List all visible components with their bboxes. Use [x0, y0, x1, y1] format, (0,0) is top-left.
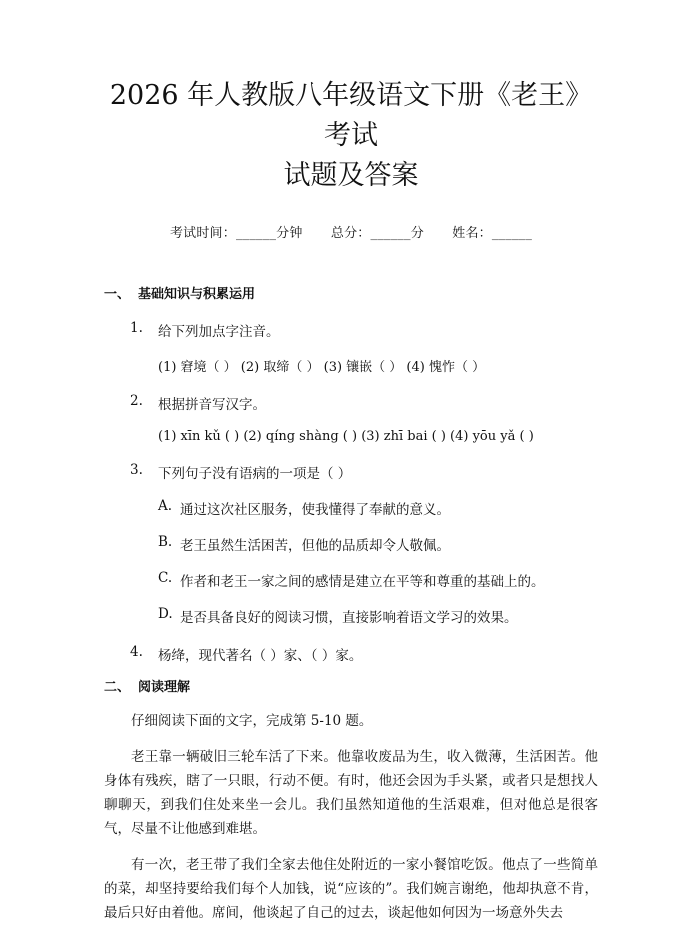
choice-c	[158, 570, 598, 590]
question-1	[130, 320, 598, 340]
document-title	[104, 76, 598, 196]
choice-text: 通过这次社区服务，使我懂得了奉献的意义。	[180, 502, 450, 518]
choice-label: D.	[158, 606, 173, 622]
question-2-options: (1) xīn kǔ ( ) (2) qíng shàng ( ) (3) zhī bai ( ) (4) yōu yǎ ( )	[158, 429, 534, 444]
choice-text: 是否具备良好的阅读习惯，直接影响着语文学习的效果。	[180, 610, 518, 626]
title-line-2: 试题及答案	[283, 160, 419, 191]
exam-meta	[104, 222, 598, 241]
section-title: 阅读理解	[138, 680, 191, 695]
question-number: 3.	[130, 462, 143, 478]
choice-a	[158, 498, 598, 518]
reading-intro: 仔细阅读下面的文字，完成第 5-10 题。	[131, 713, 373, 729]
section-heading-1	[104, 283, 598, 302]
exam-time: 考试时间：______分钟	[169, 226, 303, 241]
question-text: 根据拼音写汉字。	[158, 397, 266, 413]
choice-d	[158, 606, 598, 626]
question-4	[130, 644, 598, 664]
choice-text: 作者和老王一家之间的感情是建立在平等和尊重的基础上的。	[180, 574, 545, 590]
question-number: 1.	[130, 320, 143, 336]
section-number: 一、	[104, 287, 131, 302]
choice-label: A.	[158, 498, 173, 514]
question-2	[130, 393, 598, 413]
total-score: 总分：______分	[330, 226, 424, 241]
question-number: 2.	[130, 393, 143, 409]
question-text: 杨绛，现代著名（ ）家、（ ）家。	[158, 648, 363, 664]
section-title: 基础知识与积累运用	[138, 287, 256, 302]
reading-paragraph-1: 老王靠一辆破旧三轮车活了下来。他靠收废品为生，收入微薄，生活困苦。他身体有残疾，瞎了一只眼，行动不便。有时，他还会因为手头紧，或者只是想找人聊聊天，到我们住处来坐一会儿。我们虽然知道他的生活艰难，但对他总是很客气，尽量不让他感到难堪。	[104, 749, 598, 837]
question-3	[130, 462, 598, 482]
question-text: 给下列加点字注音。	[158, 324, 280, 340]
question-number: 4.	[130, 644, 143, 660]
choice-label: C.	[158, 570, 173, 586]
section-number: 二、	[104, 680, 131, 695]
question-1-options: (1) 窘境（ ） (2) 取缔（ ） (3) 镶嵌（ ） (4) 愧怍（ ）	[158, 360, 486, 375]
reading-paragraph-2: 有一次，老王带了我们全家去他住处附近的一家小餐馆吃饭。他点了一些简单的菜，却坚持要给我们每个人加钱，说“应该的”。我们婉言谢绝，他却执意不肯，最后只好由着他。席间，他谈起了自己的过去，谈起他如何因为一场意外失去	[104, 857, 598, 921]
title-line-1: 2026 年人教版八年级语文下册《老王》考试	[109, 80, 593, 151]
choice-b	[158, 534, 598, 554]
section-heading-2	[104, 676, 598, 695]
question-text: 下列句子没有语病的一项是（ ）	[158, 466, 352, 482]
student-name: 姓名：______	[452, 226, 533, 241]
choice-text: 老王虽然生活困苦，但他的品质却令人敬佩。	[180, 538, 450, 554]
choice-label: B.	[158, 534, 173, 550]
